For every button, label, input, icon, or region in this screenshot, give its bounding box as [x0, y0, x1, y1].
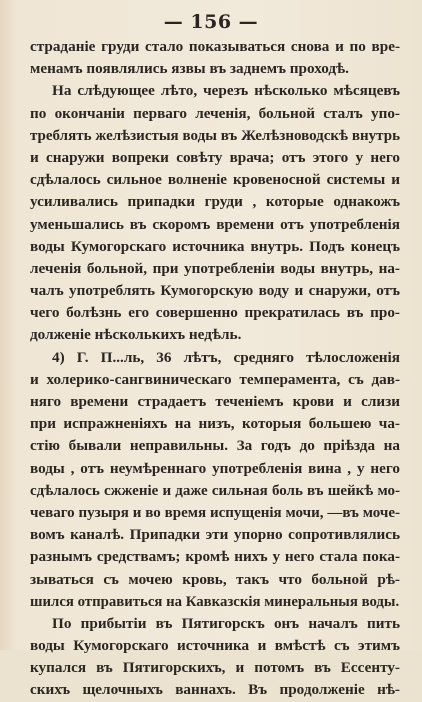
- text-line: воды , отъ неумѣреннаго употребленія вина , у него: [30, 459, 400, 477]
- text-line: по окончаніи перваго леченія, больной сталъ упо-: [30, 104, 400, 122]
- text-line: треблять желѣзистыя воды въ Желѣзноводскѣ внутрь: [30, 127, 400, 144]
- text-line: усиливались припадки груди , которые однакожъ: [30, 193, 400, 211]
- text-line: леченія больной, при употребленіи воды внутрь, на-: [30, 259, 400, 277]
- text-line: долженіе нѣсколькихъ недѣль.: [30, 326, 242, 344]
- text-line: чего болѣзнь его совершенно прекратилась въ про-: [30, 304, 400, 322]
- text-line: вомъ каналѣ. Припадки эти упорно сопротивлялись: [30, 526, 400, 544]
- text-line: воды Кумогорскаго источника внутрь. Подъ конецъ: [30, 237, 400, 255]
- text-line: стію бывали неправильны. За годъ до прiѣзда на: [30, 437, 400, 455]
- text-line: купался въ Пятигорскихъ, и потомъ въ Ессенту-: [30, 659, 400, 677]
- text-line: сдѣлалось сильное волненіе кровеносной системы и: [30, 171, 400, 189]
- text-line: чеваго пузыря и во время испущенія мочи, —въ моче-: [30, 504, 400, 521]
- text-line: разнымъ средствамъ; кромѣ нихъ у него стала пока-: [30, 548, 400, 566]
- text-line: при испражненіяхъ на низъ, которыя большею ча-: [30, 415, 400, 433]
- text-line: зываться съ мочею кровь, такъ что больной рѣ-: [30, 570, 400, 588]
- text-line: чалъ употреблять Кумогорскую воду и снаружи, отъ: [30, 282, 400, 300]
- text-line: уменьшались въ скоромъ времени отъ употребленія: [30, 215, 400, 233]
- text-line: и снаружи вопреки совѣту врача; отъ этого у него: [30, 148, 400, 166]
- text-line: воды Кумогорскаго источника и вмѣстѣ съ этимъ: [30, 637, 400, 655]
- body-text: [30, 36, 400, 702]
- text-line: менамъ появлялись язвы въ заднемъ проходѣ.: [30, 60, 349, 78]
- text-line: сдѣлалось сжженіе и даже сильная боль въ шейкѣ мо-: [30, 482, 400, 499]
- text-line: На слѣдующее лѣто, черезъ нѣсколько мѣсяцевъ: [52, 82, 400, 100]
- text-line: страданіе груди стало показываться снова и по вре-: [30, 38, 400, 55]
- text-line: няго времени страдаетъ теченіемъ крови и слизи: [30, 393, 400, 410]
- text-line: По прибытіи въ Пятигорскъ онъ началъ пить: [52, 614, 400, 632]
- text-line: 4) Г. П...ль, 36 лѣтъ, средняго тѣлосложенія: [52, 348, 400, 366]
- text-line: скихъ щелочныхъ ваннахъ. Въ продолженіе нѣ-: [30, 681, 400, 699]
- text-line: и холерико-сангвиническаго темперамента, съ дав-: [30, 370, 400, 388]
- text-line: шился отправиться на Кавказскія минеральныя воды.: [30, 593, 400, 610]
- page-number: — 156 —: [163, 11, 259, 33]
